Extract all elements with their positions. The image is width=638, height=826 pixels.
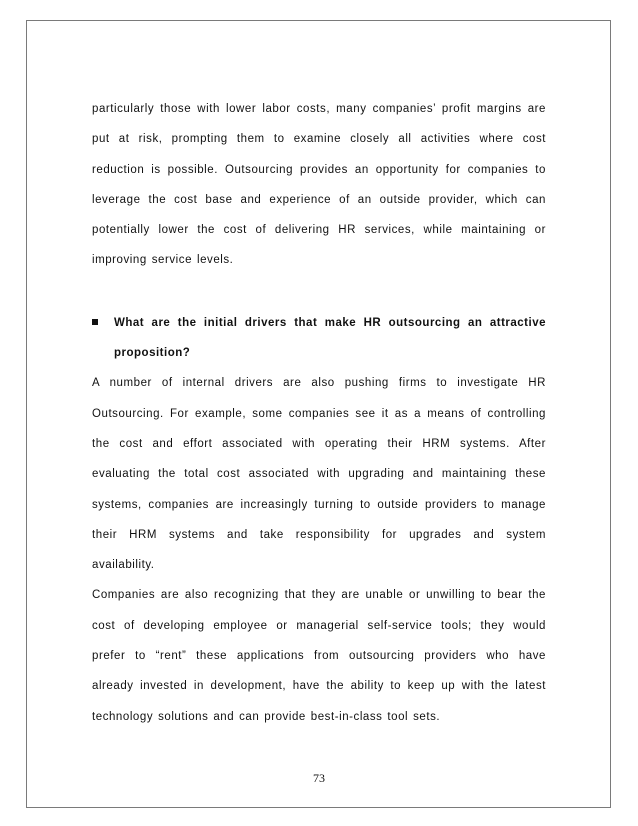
paragraph-intro: particularly those with lower labor costs, many companies’ profit margins are put at risk, prompting them to examine closely all activities where cost reduction is possible. Outsourcing provides an opportunity for companies to leverage the cost base and experience of an outside provider, which can potentially lower the cost of delivering HR services, while maintaining or improving service levels. [92, 103, 546, 267]
page-number: 73 [313, 771, 325, 785]
square-bullet-icon [92, 319, 98, 325]
page-content [92, 94, 546, 732]
bullet-heading-block [92, 308, 546, 369]
paragraph-tools: Companies are also recognizing that they are unable or unwilling to bear the cost of developing employee or managerial self-service tools; they would prefer to “rent” these applications from outsourcing providers who have already invested in development, have the ability to keep up with the latest technology solutions and can provide best-in-class tool sets. [92, 589, 546, 723]
bullet-heading: What are the initial drivers that make HR outsourcing an attractive proposition? [114, 316, 546, 360]
paragraph-drivers: A number of internal drivers are also pushing firms to investigate HR Outsourcing. For example, some companies see it as a means of controlling the cost and effort associated with operating their HRM systems. After evaluating the total cost associated with upgrading and maintaining these systems, companies are increasingly turning to outside providers to manage their HRM systems and take responsibility for upgrades and system availability. [92, 377, 546, 572]
